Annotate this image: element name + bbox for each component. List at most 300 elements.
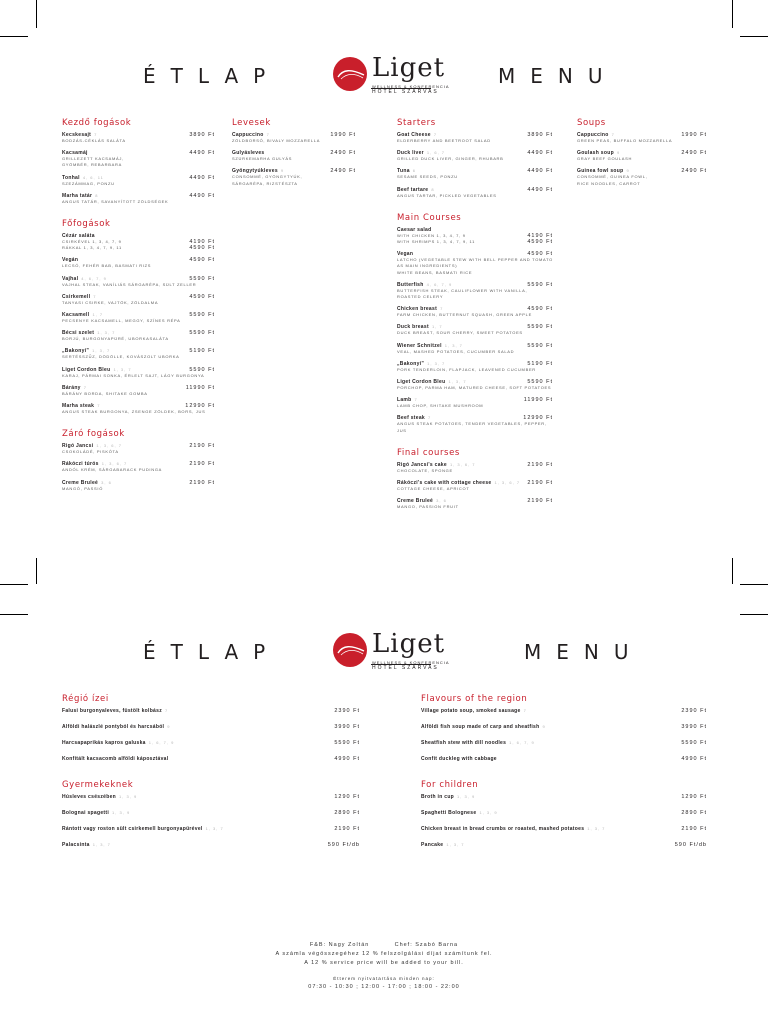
dish-title: Vajhal (62, 275, 79, 282)
logo-subtitle: WELLNESS & KONFERENCIA (372, 84, 450, 89)
price-value: 5590 Ft (527, 342, 553, 349)
allergen-codes: 1, 6, 7 (426, 150, 446, 156)
dish-description: PECSENYE KACSAMELL, MEGGY, SZÍNES RÉPA (62, 318, 181, 324)
dish-title: Rákóczi's cake with cottage cheese (397, 480, 492, 487)
hotel-logo (333, 53, 493, 107)
price-value: 4590 Ft (527, 239, 553, 246)
dish-price: 2390 Ft (334, 708, 360, 714)
allergen-codes: 1, 3, 9 (119, 794, 138, 799)
crop-mark (36, 0, 37, 28)
crop-mark (0, 614, 28, 615)
price-value: 5190 Ft (527, 360, 553, 367)
allergen-codes: 7 (94, 132, 98, 137)
allergen-codes: 1, 3, 7 (587, 826, 606, 831)
dish-name (421, 842, 707, 848)
dish-description: PORCHOP, PARMA HAM, MATURED CHEESE, SOFT POTATOES (397, 385, 552, 391)
price-value: 1990 Ft (330, 132, 356, 138)
dish-title: Bárány (62, 384, 81, 391)
dish-price (527, 187, 553, 193)
price-value: 2490 Ft (330, 150, 356, 157)
price-value: 12990 Ft (185, 403, 215, 410)
allergen-codes: 9 (626, 168, 630, 174)
dish-title: Cappuccino (577, 132, 609, 138)
allergen-codes: 1, 3, 7 (448, 379, 467, 385)
allergen-codes: 9 (280, 168, 285, 174)
dish-title: Chicken breast in bread crumbs or roasted, mashed potatoes (421, 826, 585, 832)
dish-description: MANGO, PASSION FRUIT (397, 504, 459, 510)
section-heading: Főfogások (62, 219, 111, 230)
section-heading: Starters (397, 118, 436, 128)
dish-price (330, 132, 356, 138)
hotel-logo-page2 (333, 629, 493, 683)
dish-price (189, 443, 215, 449)
price-value: 5590 Ft (189, 275, 215, 282)
price-value: 2190 Ft (527, 461, 553, 468)
dish-price (527, 480, 553, 486)
dish-title: Marha tatár (62, 192, 93, 199)
dish-description: BODZÁS-CÉKLÁS SALÁTA (62, 138, 126, 143)
menu-item (62, 810, 360, 816)
dish-title: Liget Cordon Bleu (62, 366, 111, 373)
dish-title: Falusi burgonyaleves, füstölt kolbász (62, 708, 163, 714)
menu-column-en-regional (421, 694, 707, 858)
dish-title: Rántott vagy roston sült csirkemell burgonyapürével (62, 826, 203, 832)
dish-title: Sheatfish stew with dill noodles (421, 740, 507, 746)
allergen-codes: 7 (93, 293, 97, 299)
section-heading: Final courses (397, 447, 460, 458)
dish-description: CONSOMMÉ, GYÖNGYTYÚK, (232, 174, 303, 180)
crop-mark (732, 558, 733, 584)
allergen-codes: 1, 3, 7 (444, 342, 463, 348)
dish-name (62, 708, 360, 714)
dish-description: ELDERBERRY AND BEETROOT SALAD (397, 138, 491, 143)
dish-price: 4990 Ft (334, 756, 360, 762)
allergen-codes: 4, 6, 7, 9 (81, 275, 107, 281)
allergen-codes: 9 (616, 150, 621, 156)
menu-item (397, 132, 553, 144)
menu-item (421, 794, 707, 800)
allergen-codes: 1, 7 (92, 312, 104, 318)
dish-description: ANDÓL KRÉM, SÁRGABARACK PUDINGA (62, 467, 163, 473)
logo-swirl-icon (337, 643, 365, 657)
dish-description: SZÜRKEMARHA GULYÁS (232, 156, 293, 162)
dish-price (189, 348, 215, 354)
allergen-codes: 7 (97, 403, 101, 409)
dish-title: Harcsapaprikás kapros galuska (62, 740, 146, 746)
dish-title: Village potato soup, smoked sausage (421, 708, 521, 714)
menu-section (62, 694, 360, 762)
menu-item (421, 810, 707, 816)
dish-title: Alföldi fish soup made of carp and sheatfish (421, 724, 540, 730)
price-value: 4490 Ft (189, 150, 215, 157)
dish-price: 5590 Ft (681, 740, 707, 746)
crop-mark (36, 558, 37, 584)
dish-description: GYÖMBÉR, REBARBARA (62, 162, 122, 168)
price-value: 4490 Ft (189, 174, 215, 181)
dish-price (523, 415, 553, 421)
dish-price (527, 343, 553, 349)
price-value: 5590 Ft (189, 312, 215, 319)
dish-price (527, 282, 553, 288)
dish-price (527, 379, 553, 385)
opening-hours-label: Étterem nyitvatartása minden nap: (333, 976, 435, 981)
menu-item (62, 175, 215, 187)
menu-item (577, 132, 707, 144)
menu-item (397, 361, 553, 373)
menu-item (62, 257, 215, 269)
dish-title: Goulash soup (577, 150, 614, 157)
price-value: 3890 Ft (189, 132, 215, 138)
menu-section (397, 118, 553, 199)
crop-mark (740, 584, 768, 585)
allergen-codes: 1, 6, 7, 9 (509, 740, 535, 745)
dish-name (62, 794, 360, 800)
allergen-codes: 1, 3, 7 (97, 330, 116, 336)
dish-description: GRILLEZETT KACSAMÁJ, (62, 156, 124, 162)
dish-description: VAJHAL STEAK, VANÍLIÁS SÁRGARÉPA, SÜLT ZELLER (62, 281, 197, 287)
dish-price: 3990 Ft (334, 724, 360, 730)
allergen-codes: 7 (83, 384, 87, 390)
dish-name (421, 724, 707, 730)
menu-item (577, 168, 707, 186)
allergen-codes: 7 (414, 397, 418, 403)
allergen-codes: 7 (266, 132, 270, 137)
logo-subtitle-hotel: HOTEL SZARVAS (372, 89, 439, 95)
menu-item (62, 233, 215, 251)
staff-credits: F&B: Nagy Zoltán Chef: Szabó Barna (309, 942, 459, 948)
dish-price: 1290 Ft (681, 794, 707, 800)
dish-title: Caesar salad (397, 226, 432, 233)
dish-title: Liget Cordon Bleu (397, 379, 446, 386)
menu-item (62, 150, 215, 168)
dish-price (527, 132, 553, 138)
page-title-hu: ÉTLAP (143, 64, 281, 88)
menu-item (232, 150, 356, 162)
dish-name (421, 794, 707, 800)
price-value: 5590 Ft (189, 330, 215, 337)
section-heading: For children (421, 780, 479, 790)
menu-item (62, 193, 215, 205)
allergen-codes: 1, 3, 7 (446, 842, 465, 847)
dish-title: Alföldi halászlé pontyból és harcsából (62, 724, 165, 730)
dish-title: Vegán (62, 257, 79, 264)
price-value: 12990 Ft (523, 415, 553, 422)
price-value: 4590 Ft (189, 293, 215, 300)
dish-price: 2390 Ft (681, 708, 707, 714)
dish-title: Broth in cup (421, 794, 455, 800)
menu-item (62, 385, 215, 397)
price-value: 5590 Ft (189, 366, 215, 373)
dish-price (189, 132, 215, 138)
menu-item (397, 415, 553, 433)
price-value: 4190 Ft (189, 239, 215, 246)
allergen-codes: 1, 7 (431, 324, 443, 330)
allergen-codes: 7 (440, 306, 444, 312)
dish-description: LECSÓ, FEHÉR BAB, BASMATI RIZS (62, 263, 152, 269)
crop-mark (740, 614, 768, 615)
dish-title: „Bakonyi” (397, 360, 425, 367)
allergen-codes: 3, 6 (436, 498, 447, 504)
menu-section (62, 118, 215, 205)
price-value: 2190 Ft (189, 461, 215, 468)
menu-item (62, 403, 215, 415)
price-value: 2490 Ft (330, 168, 356, 175)
allergen-codes: 8 (95, 192, 99, 198)
dish-name (62, 810, 360, 816)
dish-title: Cézár saláta (62, 233, 95, 240)
dish-title: Rákóczi túrós (62, 461, 99, 468)
menu-section (421, 694, 707, 762)
menu-item (397, 498, 553, 510)
price-value: 2190 Ft (527, 498, 553, 505)
section-heading: Levesek (232, 118, 271, 128)
dish-description: COTTAGE CHEESE, APRICOT (397, 486, 470, 492)
price-value: 5190 Ft (189, 348, 215, 355)
dish-title: Rigó Jancsi's cake (397, 461, 447, 468)
allergen-codes: 1, 3, 9 (457, 794, 476, 799)
menu-column-hu-soups (232, 118, 356, 193)
dish-title: Spaghetti Bolognese (421, 810, 477, 816)
section-heading: Záró fogások (62, 429, 125, 440)
menu-item (577, 150, 707, 162)
dish-price (527, 324, 553, 330)
page-title-en: MENU (498, 64, 618, 88)
menu-item (397, 397, 553, 409)
menu-item (62, 826, 360, 832)
menu-item (397, 150, 553, 162)
dish-title: „Bakonyi” (62, 348, 90, 355)
dish-price: 4990 Ft (681, 756, 707, 762)
dish-title: Pancake (421, 842, 444, 848)
menu-item (397, 379, 553, 391)
page2-title-en: MENU (524, 640, 644, 664)
menu-item (62, 132, 215, 144)
dish-price: 590 Ft/db (674, 842, 707, 848)
dish-title: Gulyásleves (232, 150, 265, 157)
page2-title-hu: ÉTLAP (143, 640, 281, 664)
menu-item (397, 324, 553, 336)
dish-description: ANGUS TATÁR, SAVANYÍTOTT ZÖLDSÉGEK (62, 198, 169, 204)
logo-subtitle: WELLNESS & KONFERENCIA (372, 660, 450, 665)
price-value: 2190 Ft (189, 443, 215, 450)
dish-title: Chicken breast (397, 306, 438, 313)
section-heading: Régió ízei (62, 694, 109, 704)
dish-title: Rigó Jancsi (62, 443, 94, 450)
dish-price: 2190 Ft (334, 826, 360, 832)
dish-price (189, 367, 215, 373)
price-value: 4490 Ft (527, 168, 553, 175)
allergen-codes: 1, 3, 9 (479, 810, 498, 815)
dish-name (62, 724, 360, 730)
menu-section (62, 219, 215, 415)
allergen-codes: 9 (542, 724, 546, 729)
dish-description: CONSOMMÉ, GUINEA FOWL, (577, 174, 648, 180)
menu-item (421, 724, 707, 730)
allergen-codes: 8 (431, 186, 435, 192)
price-value: 4590 Ft (189, 257, 215, 264)
section-heading: Soups (577, 118, 606, 128)
price-value: 2490 Ft (681, 150, 707, 157)
menu-item (397, 480, 553, 492)
dish-price: 5590 Ft (334, 740, 360, 746)
allergen-codes: 1, 3, 7 (427, 360, 446, 366)
dish-description: SÁRGARÉPA, RIZSTÉSZTA (232, 180, 298, 186)
menu-item (62, 480, 215, 492)
service-charge-en: A 12 % service price will be added to your bill. (304, 960, 464, 966)
allergen-codes: 1, 3, 7 (205, 826, 224, 831)
allergen-codes: 1, 3, 7 (92, 348, 111, 354)
allergen-codes: 4, 6, 7, 9 (426, 281, 453, 287)
price-value: 4590 Ft (189, 245, 215, 252)
dish-price (189, 461, 215, 467)
dish-description: CSOKOLÁDÉ, PISKÓTA (62, 449, 119, 455)
logo-subtitle-hotel: HOTEL SZARVAS (372, 665, 439, 671)
allergen-codes: 7 (433, 132, 438, 137)
dish-description: LAMB CHOP, SHITAKE MUSHROOM (397, 403, 484, 409)
section-heading: Main Courses (397, 212, 462, 223)
price-value: 4490 Ft (527, 186, 553, 193)
dish-price: 2190 Ft (681, 826, 707, 832)
dish-description: GREEN PEAS, BUFFALO MOZZARELLA (577, 138, 673, 143)
dish-price (189, 312, 215, 318)
dish-price (681, 150, 707, 156)
menu-item (62, 330, 215, 342)
menu-item (397, 168, 553, 180)
allergen-codes: 9 (167, 724, 171, 729)
price-value: 11990 Ft (523, 397, 553, 404)
dish-price (527, 168, 553, 174)
menu-item (397, 282, 553, 300)
menu-section (62, 780, 360, 848)
dish-title: Creme Bruleé (397, 498, 434, 505)
menu-section (397, 213, 553, 434)
dish-description: BÁRÁNY BORDA, SHITAKE GOMBA (62, 390, 148, 396)
dish-price (527, 361, 553, 367)
menu-item (397, 306, 553, 318)
dish-description: KARAJ, PÁRMAI SONKA, ÉRLELT SAJT, LÁGY BURGONYA (62, 372, 205, 378)
menu-item (421, 826, 707, 832)
dish-description: WITH SHRIMPS 1, 3, 4, 7, 9, 11 (397, 239, 476, 245)
dish-description: CHOCOLATE, SPONGE (397, 467, 453, 473)
menu-item (62, 461, 215, 473)
dish-description: CSIRKÉVEL 1, 3, 4, 7, 9 (62, 239, 122, 245)
allergen-codes: 1, 3, 6, 7 (96, 443, 122, 449)
logo-wordmark: Liget (372, 53, 446, 83)
dish-price (189, 276, 215, 282)
price-value: 4590 Ft (527, 251, 553, 258)
menu-item (421, 708, 707, 714)
dish-description: RÁKKAL 1, 3, 4, 7, 9, 11 (62, 245, 122, 251)
dish-price (189, 257, 215, 263)
dish-description: VEAL, MASHED POTATOES, CUCUMBER SALAD (397, 348, 515, 354)
dish-title: Duck breast (397, 324, 429, 331)
menu-section (577, 118, 707, 187)
section-heading: Kezdő fogások (62, 118, 132, 128)
menu-item (421, 740, 707, 746)
dish-description: SZEZÁMMAG, PONZU (62, 180, 115, 186)
dish-title: Guinea fowl soup (577, 168, 624, 175)
dish-title: Duck liver (397, 150, 424, 157)
dish-price (527, 233, 553, 245)
allergen-codes: 7 (428, 415, 432, 421)
dish-name (421, 740, 707, 746)
allergen-codes: 1, 3, 9 (112, 810, 131, 815)
dish-title: Creme Bruleé (62, 479, 99, 486)
dish-title: Cappuccino (232, 132, 264, 138)
menu-item (232, 168, 356, 186)
dish-description: GRILLED DUCK LIVER, GINGER, RHUBARB (397, 156, 504, 162)
menu-item (62, 276, 215, 288)
price-value: 1990 Ft (681, 132, 707, 138)
menu-column-en-main (397, 118, 553, 516)
logo-wordmark: Liget (372, 629, 446, 659)
menu-item (62, 740, 360, 746)
allergen-codes: 1, 3, 7 (113, 366, 132, 372)
dish-title: Tuna (397, 168, 410, 175)
menu-item (421, 756, 707, 762)
menu-item (232, 132, 356, 144)
dish-name (421, 826, 707, 832)
dish-name (421, 708, 707, 714)
dish-price (330, 168, 356, 174)
price-value: 2190 Ft (527, 480, 553, 487)
dish-price (527, 306, 553, 312)
dish-description: FARM CHICKEN, BUTTERNUT SQUASH, GREEN APPLE (397, 312, 532, 318)
dish-description: MANGÓ, PASSIÓ (62, 485, 104, 491)
price-value: 2190 Ft (189, 479, 215, 486)
dish-price (186, 385, 215, 391)
dish-title: Kecskesajt (62, 132, 92, 138)
opening-hours: 07:30 - 10:30 ; 12:00 - 17:00 ; 18:00 - 22:00 (308, 984, 460, 990)
dish-description: DUCK BREAST, SOUR CHERRY, SWEET POTATOES (397, 330, 523, 336)
price-value: 5590 Ft (527, 379, 553, 386)
dish-description: ANGUS TARTAR, PICKLED VEGETABLES (397, 192, 497, 198)
menu-item (62, 842, 360, 848)
menu-item (397, 343, 553, 355)
allergen-codes: 1, 3, 6, 7 (494, 480, 521, 486)
dish-price (527, 150, 553, 156)
dish-title: Bolognai spagetti (62, 810, 110, 816)
dish-price (681, 132, 707, 138)
dish-name (62, 740, 360, 746)
dish-price (527, 251, 553, 257)
price-value: 11990 Ft (185, 384, 215, 391)
dish-title: Bécsi szelet (62, 330, 95, 337)
dish-price (527, 498, 553, 504)
dish-name (62, 756, 360, 762)
menu-item (397, 227, 553, 245)
section-heading: Flavours of the region (421, 694, 528, 704)
dish-price (189, 239, 215, 251)
menu-item (397, 187, 553, 199)
service-charge-hu: A számla végösszegéhez 12 % felszolgálási díjat számítunk fel. (275, 951, 493, 957)
menu-item (62, 367, 215, 379)
dish-title: Confit duckleg with cabbage (421, 756, 497, 762)
dish-title: Tonhal (62, 174, 80, 181)
dish-price (330, 150, 356, 156)
price-value: 4190 Ft (527, 232, 553, 239)
dish-description: GRAY BEEF GOULASH (577, 156, 633, 162)
menu-section (397, 448, 553, 511)
menu-item (62, 348, 215, 360)
dish-price (185, 403, 215, 409)
dish-title: Lamb (397, 397, 412, 404)
menu-item (62, 708, 360, 714)
dish-title: Goat Cheese (397, 132, 431, 138)
dish-description: TANYASI CSIRKE, VAJTÖK, ZÖLDALMA (62, 299, 159, 305)
dish-name (421, 756, 707, 762)
dish-title: Beef steak (397, 415, 426, 422)
